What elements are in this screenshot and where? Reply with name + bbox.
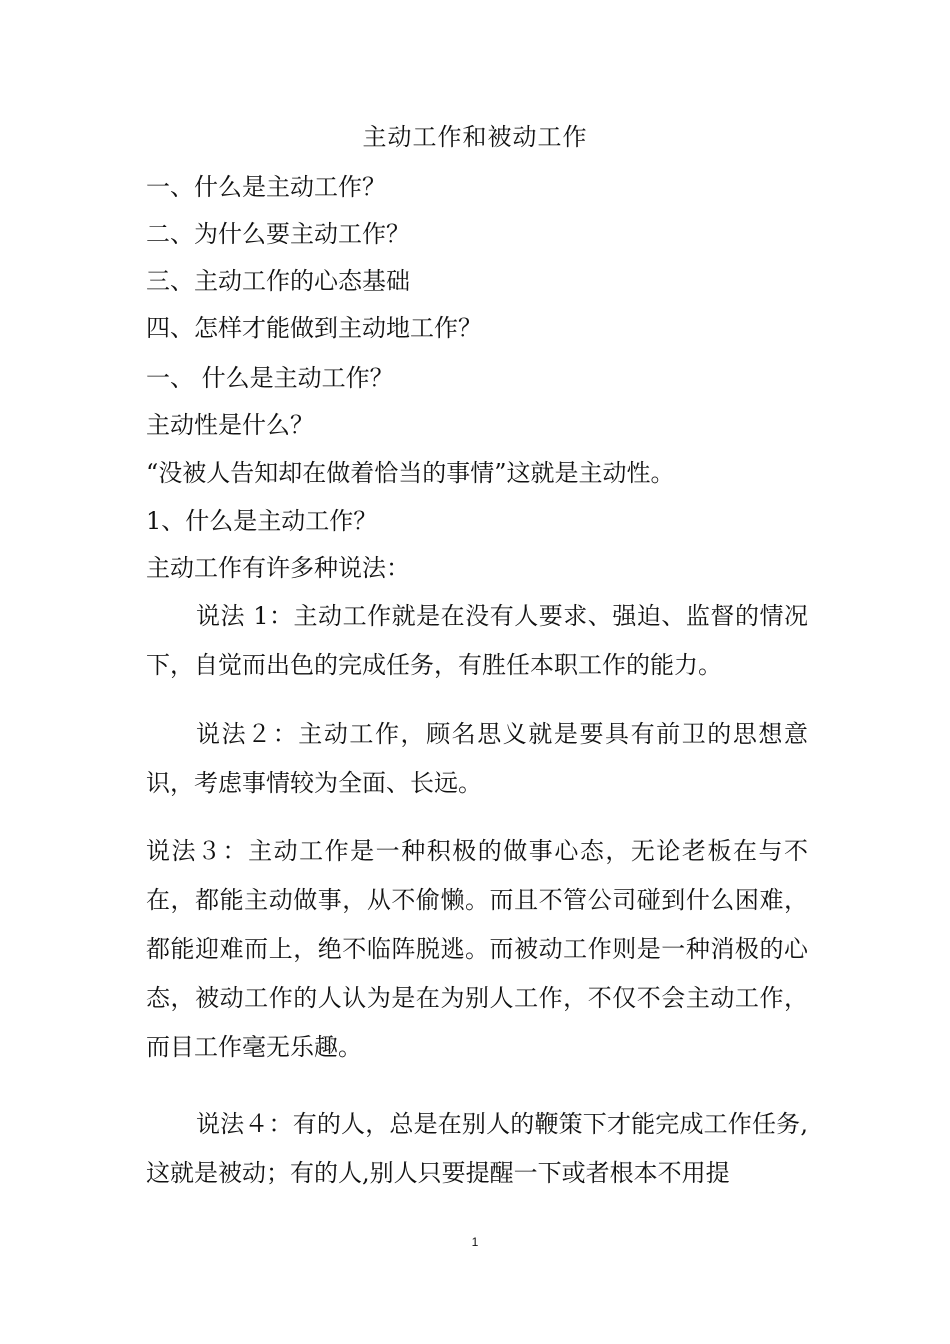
outline-item-4: 四、怎样才能做到主动地工作？ (146, 314, 482, 342)
section-heading: 一、 什么是主动工作？ (146, 364, 394, 392)
outline-item-1: 一、什么是主动工作？ (146, 173, 386, 201)
definition-line: “没被人告知却在做着恰当的事情”这就是主动性。 (146, 459, 675, 487)
saying-3: 说法３：主动工作是一种积极的做事心态，无论老板在与不在，都能主动做事，从不偷懒。而且不管公司碰到什么困难，都能迎难而上，绝不临阵脱逃。而被动工作则是一种消极的心态，被动工作的人认为是在为别人工作，不仅不会主动工作，而目工作毫无乐趣。 (146, 837, 808, 1061)
saying-4: 说法４：有的人，总是在别人的鞭策下才能完成工作任务,这就是被动；有的人,别人只要提醒一下或者根本不用提 (146, 1110, 808, 1187)
document-title: 主动工作和被动工作 (362, 123, 588, 151)
saying-2: 说法２：主动工作，顾名思义就是要具有前卫的思想意识，考虑事情较为全面、长远。 (146, 720, 808, 797)
outline-item-2: 二、为什么要主动工作？ (146, 220, 410, 248)
intro-line: 主动工作有许多种说法： (146, 554, 410, 582)
subheading: 1、什么是主动工作？ (146, 507, 378, 535)
question-line: 主动性是什么？ (146, 411, 314, 439)
saying-1: 说法 1：主动工作就是在没有人要求、强迫、监督的情况下，自觉而出色的完成任务，有胜任本职工作的能力。 (146, 602, 808, 679)
outline-item-3: 三、主动工作的心态基础 (146, 267, 410, 295)
page-number: 1 (471, 1235, 479, 1249)
